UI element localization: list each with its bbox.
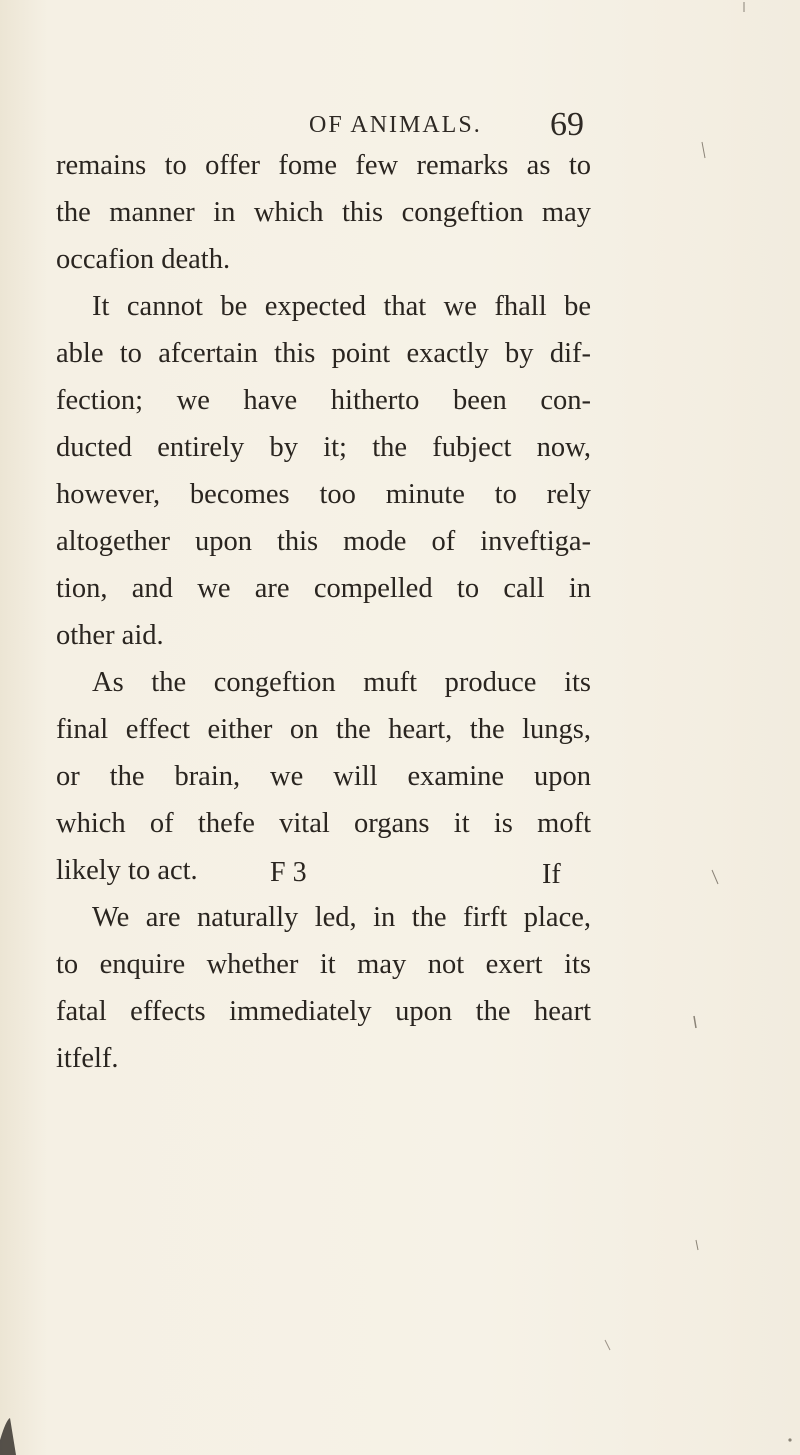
text-line: ducted entirely by it; the fubject now,: [56, 432, 591, 463]
text-line: fection; we have hitherto been con-: [56, 385, 591, 416]
paragraph-start-line: It cannot be expected that we fhall be: [92, 291, 591, 322]
text-line: fatal effects immediately upon the heart: [56, 996, 591, 1027]
text-line: which of thefe vital organs it is moft: [56, 808, 591, 839]
paper-mark: [788, 1438, 791, 1441]
page-footer: [0, 855, 800, 905]
text-line: the manner in which this congeftion may: [56, 197, 591, 228]
text-line: final effect either on the heart, the lungs,: [56, 714, 591, 745]
signature-mark: F 3: [270, 857, 307, 888]
text-line: itfelf.: [56, 1043, 119, 1074]
paper-mark: [702, 142, 705, 158]
page-number: 69: [550, 106, 584, 143]
text-line: tion, and we are compelled to call in: [56, 573, 591, 604]
catchword: If: [542, 859, 561, 890]
paper-mark: [694, 1016, 696, 1028]
text-line: likely to act.: [56, 855, 198, 886]
text-line: occafion death.: [56, 244, 231, 275]
body-text: [56, 142, 591, 1082]
text-line: to enquire whether it may not exert its: [56, 949, 591, 980]
paper-mark: [0, 1418, 16, 1455]
running-head: OF ANIMALS.: [309, 112, 482, 138]
paper-mark: [605, 1340, 610, 1350]
paragraph-start-line: As the congeftion muft produce its: [92, 667, 591, 698]
text-line: remains to offer fome few remarks as to: [56, 150, 591, 181]
paper-mark: [696, 1240, 698, 1250]
text-line: altogether upon this mode of inveftiga-: [56, 526, 591, 557]
text-line: able to afcertain this point exactly by dif-: [56, 338, 591, 369]
text-line: other aid.: [56, 620, 164, 651]
page-header: [0, 86, 800, 143]
text-line: or the brain, we will examine upon: [56, 761, 591, 792]
text-line: however, becomes too minute to rely: [56, 479, 591, 510]
paragraph-start-line: We are naturally led, in the firft place,: [92, 902, 591, 933]
